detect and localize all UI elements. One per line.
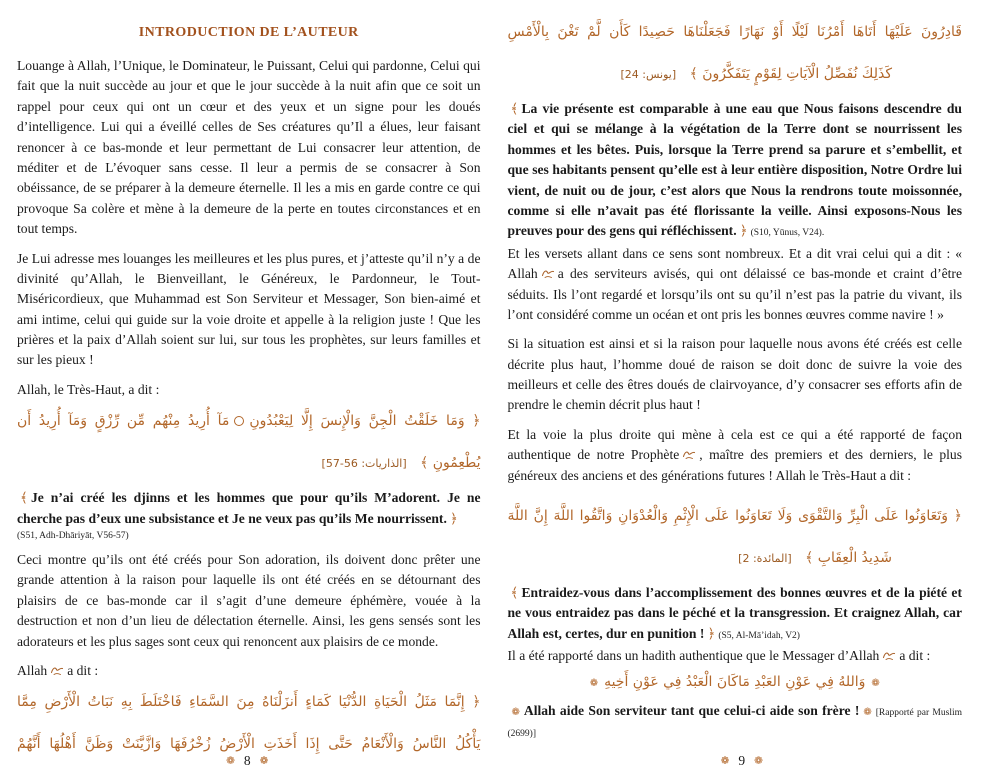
ornate-bracket-close-icon: ﴿ — [449, 510, 458, 527]
ornate-bracket-open-icon: ﴾ — [20, 490, 28, 507]
verse-reference-arabic: [الذاريات: 56-57] — [321, 457, 407, 471]
arabic-verse-line: ﴿ وَتَعَاوَنُوا عَلَى الْبِرِّ وَالتَّقْوَى وَلَا تَعَاوَنُوا عَلَى الْإِثْمِ وَالْعُدْوَانِ وَاتَّقُوا اللَّهَ إِنَّ اللَّهَ — [507, 508, 962, 525]
page-number: 9 — [738, 753, 746, 768]
verse-translation — [508, 583, 963, 644]
ornate-bracket-open-icon: ﴾ — [510, 585, 519, 602]
lead-text: Allah — [17, 662, 48, 678]
paragraph-testimony: Je Lui adresse mes louanges les meilleures et les plus pures, et j’atteste qu’il n’y a de divinité qu’Allah, le Bienveillant, le Généreux, le Pardonneur, le Tout-Miséricordieux, que Muhammad est Son Serviteur et Messager, Son bien-aimé et ami intime, celui qui guide sur la voie droite et appelle à la religion juste ! Que les prières et la paix d’Allah soient sur lui, sur tous les prophètes, sur leurs familles et sur les pieux ! — [17, 250, 481, 368]
quran-verse-yunus-end — [508, 11, 963, 95]
verse-reference: (S10, Yūnus, V24). — [750, 228, 825, 239]
paragraph-text: a des serviteurs avisés, qui ont délaissé ce bas-monde et craint d’être séduits. Ils l’ont regardé et lorsqu’ils ont su qu’il n’est pas la patrie du vivant, ils l’ont considéré comme un océan et ont pris les bonnes œuvres comme navire ! » — [507, 266, 962, 322]
paragraph-versets — [508, 244, 963, 326]
ornament-icon: ❁ — [589, 677, 599, 689]
paragraph-text: Et la voie la plus droite qui mène à cela est ce qui a été rapporté de façon authentique de notre Prophète — [507, 426, 962, 463]
lead-in-allah-said-2 — [17, 661, 481, 681]
arabic-verse-line — [508, 537, 963, 579]
arabic-verse-line: ﴿ إِنَّمَا مَثَلُ الْحَيَاةِ الدُّنْيَا كَمَاءٍ أَنزَلْنَاهُ مِنَ السَّمَاءِ فَاخْتَلَطَ بِهِ نَبَاتُ الْأَرْضِ مِمَّا — [17, 694, 481, 711]
ornate-bracket-close-icon: ﴿ — [739, 223, 748, 240]
translation-text: Allah aide Son serviteur tant que celui-ci aide son frère ! — [523, 703, 860, 719]
honorific-prophet-icon — [882, 650, 896, 661]
ornament-icon: ❁ — [259, 755, 269, 767]
verse-text: يُطْعِمُونِ ﴾ — [420, 455, 481, 472]
paragraph-text: Et les versets allant dans ce sens sont nombreux. Et a dit vrai celui qui a dit : « Allah — [507, 245, 962, 282]
verse-translation — [17, 488, 481, 529]
paragraph-situation: Si la situation est ainsi et si la raison pour laquelle nous avons été créés est celle décrite plus haut, l’homme doué de raison se doit donc de suivre la voie des meilleurs et celle des êtres doués de clairvoyance, d’y consacrer ses efforts afin de prendre le chemin décrit plus haut ! — [507, 336, 962, 413]
page-number: 8 — [243, 753, 251, 768]
paragraph-text: , maître des premiers et des derniers, le plus généreux des anciens et des générations futures ! Allah le Très-Haut a dit : — [507, 447, 962, 483]
lead-text: a dit : — [899, 648, 931, 664]
arabic-verse-line: يَأْكُلُ النَّاسُ وَالْأَنْعَامُ حَتَّى إِذَا أَخَذَتِ الْأَرْضُ زُخْرُفَهَا وَازَّيَّنَتْ وَظَنَّ أَهْلُهَا أَنَّهُمْ — [17, 736, 481, 753]
ornament-icon: ❁ — [511, 707, 520, 719]
verse-reference-arabic: [المائدة: 2] — [738, 552, 792, 566]
arabic-verse-line: قَادِرُونَ عَلَيْهَا أَتَاهَا أَمْرُنَا لَيْلًا أَوْ نَهَارًا فَجَعَلْنَاهَا حَصِيدًا كَأَن لَّمْ تَغْنَ بِالْأَمْسِ — [507, 24, 962, 40]
honorific-prophet-icon — [682, 449, 696, 460]
quran-verse-maidah — [508, 495, 963, 579]
hadith-translation — [508, 701, 963, 742]
ayah-separator-icon — [234, 416, 244, 426]
ornate-bracket-open-icon: ﴾ — [510, 101, 519, 117]
verse-text: كَذَلِكَ نُفَصِّلُ الْآيَاتِ لِقَوْمٍ يَتَفَكَّرُونَ ﴾ — [689, 66, 892, 82]
ornament-icon: ❁ — [871, 677, 880, 689]
ornament-icon: ❁ — [863, 707, 872, 719]
verse-text: مَآ أُرِيدُ مِنْهُم مِّن رِّزْقٍ وَمَآ أُرِيدُ أَن — [17, 413, 230, 430]
verse-text: ﴿ وَمَا خَلَقْتُ الْجِنَّ وَالْإِنسَ إِلَّا لِيَعْبُدُونِ — [249, 413, 481, 430]
ornament-icon: ❁ — [226, 755, 235, 767]
arabic-verse-line — [508, 53, 963, 95]
verse-text: شَدِيدُ الْعِقَابِ ﴾ — [805, 550, 892, 567]
lead-text: Il a été rapporté dans un hadith authentique que le Messager d’Allah — [507, 648, 880, 664]
translation-text: Je n’ai créé les djinns et les hommes que pour qu’ils M’adorent. Je ne cherche pas d’eux une subsistance et Je ne veux pas qu’ils Me nourrissent. — [17, 490, 481, 526]
paragraph-commentary: Ceci montre qu’ils ont été créés pour Son adoration, ils doivent donc prêter une grande attention à la raison pour laquelle ils ont été créés en se détournant des plaisirs de ce bas-monde car il s’agit d’une demeure éphémère, vouée à la destruction et non d’un lieu de délectation éternelle. Ainsi, les gens sensés sont les adorateurs et les plus sages sont ceux qui renoncent aux plaisirs de ce monde. — [17, 552, 481, 649]
verse-translation — [508, 99, 963, 242]
page-right — [495, 0, 989, 778]
arabic-verse-line — [17, 442, 481, 484]
page-footer — [495, 753, 989, 769]
page-title: INTRODUCTION DE L’AUTEUR — [138, 25, 359, 40]
ornate-bracket-close-icon: ﴿ — [707, 625, 716, 642]
arabic-verse-line — [17, 400, 481, 442]
hadith-arabic — [508, 667, 963, 698]
page-footer — [0, 753, 495, 769]
honorific-allah-icon — [50, 665, 64, 676]
hadith-reference: [Rapporté par Muslim (2699)] — [507, 708, 962, 739]
verse-reference: (S5, Al-Mā’idah, V2) — [718, 630, 800, 641]
translation-text: La vie présente est comparable à une eau que Nous faisons descendre du ciel et qui se mélange à la végétation de la Terre dont se nourrissent les hommes et les bêtes. Puis, lorsque la Terre prend sa parure et s’embellit, et que ses habitants pensent qu’elle est à leur entière disposition, Notre Ordre lui vient, de nuit ou de jour, c’est alors que Nous la rendrons toute moissonnée, comme si elle n’avait pas été florissante la veille. Ainsi exposons-Nous les preuves pour des gens qui réfléchissent. — [507, 101, 962, 239]
verse-reference: (S51, Adh-Dhāriyāt, V56-57) — [17, 531, 129, 542]
lead-in-hadith — [508, 646, 963, 666]
honorific-allah-icon — [541, 268, 555, 279]
lead-text: a dit : — [67, 662, 99, 678]
ornament-icon: ❁ — [754, 755, 763, 767]
hadith-arabic-line — [508, 667, 963, 698]
verse-reference-arabic: [يونس: 24] — [620, 68, 677, 81]
paragraph-praise: Louange à Allah, l’Unique, le Dominateur, le Puissant, Celui qui pardonne, Celui qui fait que la nuit succède au jour et que le jour succède à la nuit afin que ce soit un rappel pour ceux qui ont un cœur et des yeux et un signe pour les doués d’intelligence. Lui qui a éveillé celles de Ses créatures qu’Il a élues, leur faisant renoncer à ce bas-monde et leur permettant de Lui consacrer leur attention, de méditer et de L’évoquer sans cesse. Il leur a permis de se consacrer à Son obéissance, de se préparer à la demeure éternelle. Il les a mis en garde contre ce qui provoque Sa colère et mène à la demeure de la perte en toutes circonstances et en tout temps. — [17, 58, 481, 237]
translation-text: Entraidez-vous dans l’accomplissement des bonnes œuvres et de la piété et ne vous entraidez pas dans le péché et la transgression. Et craignez Allah, car Allah est, certes, dur en punition ! — [507, 585, 962, 641]
lead-in-allah-said: Allah, le Très-Haut, a dit : — [17, 381, 160, 397]
paragraph-voie — [508, 425, 963, 486]
quran-verse-dhariyat — [17, 400, 481, 484]
hadith-text: وَاللهُ فِي عَوْنِ العَبْدِ مَاكَانَ الْعَبْدُ فِي عَوْنِ أَخِيهِ — [604, 673, 866, 690]
ornament-icon: ❁ — [720, 755, 730, 767]
